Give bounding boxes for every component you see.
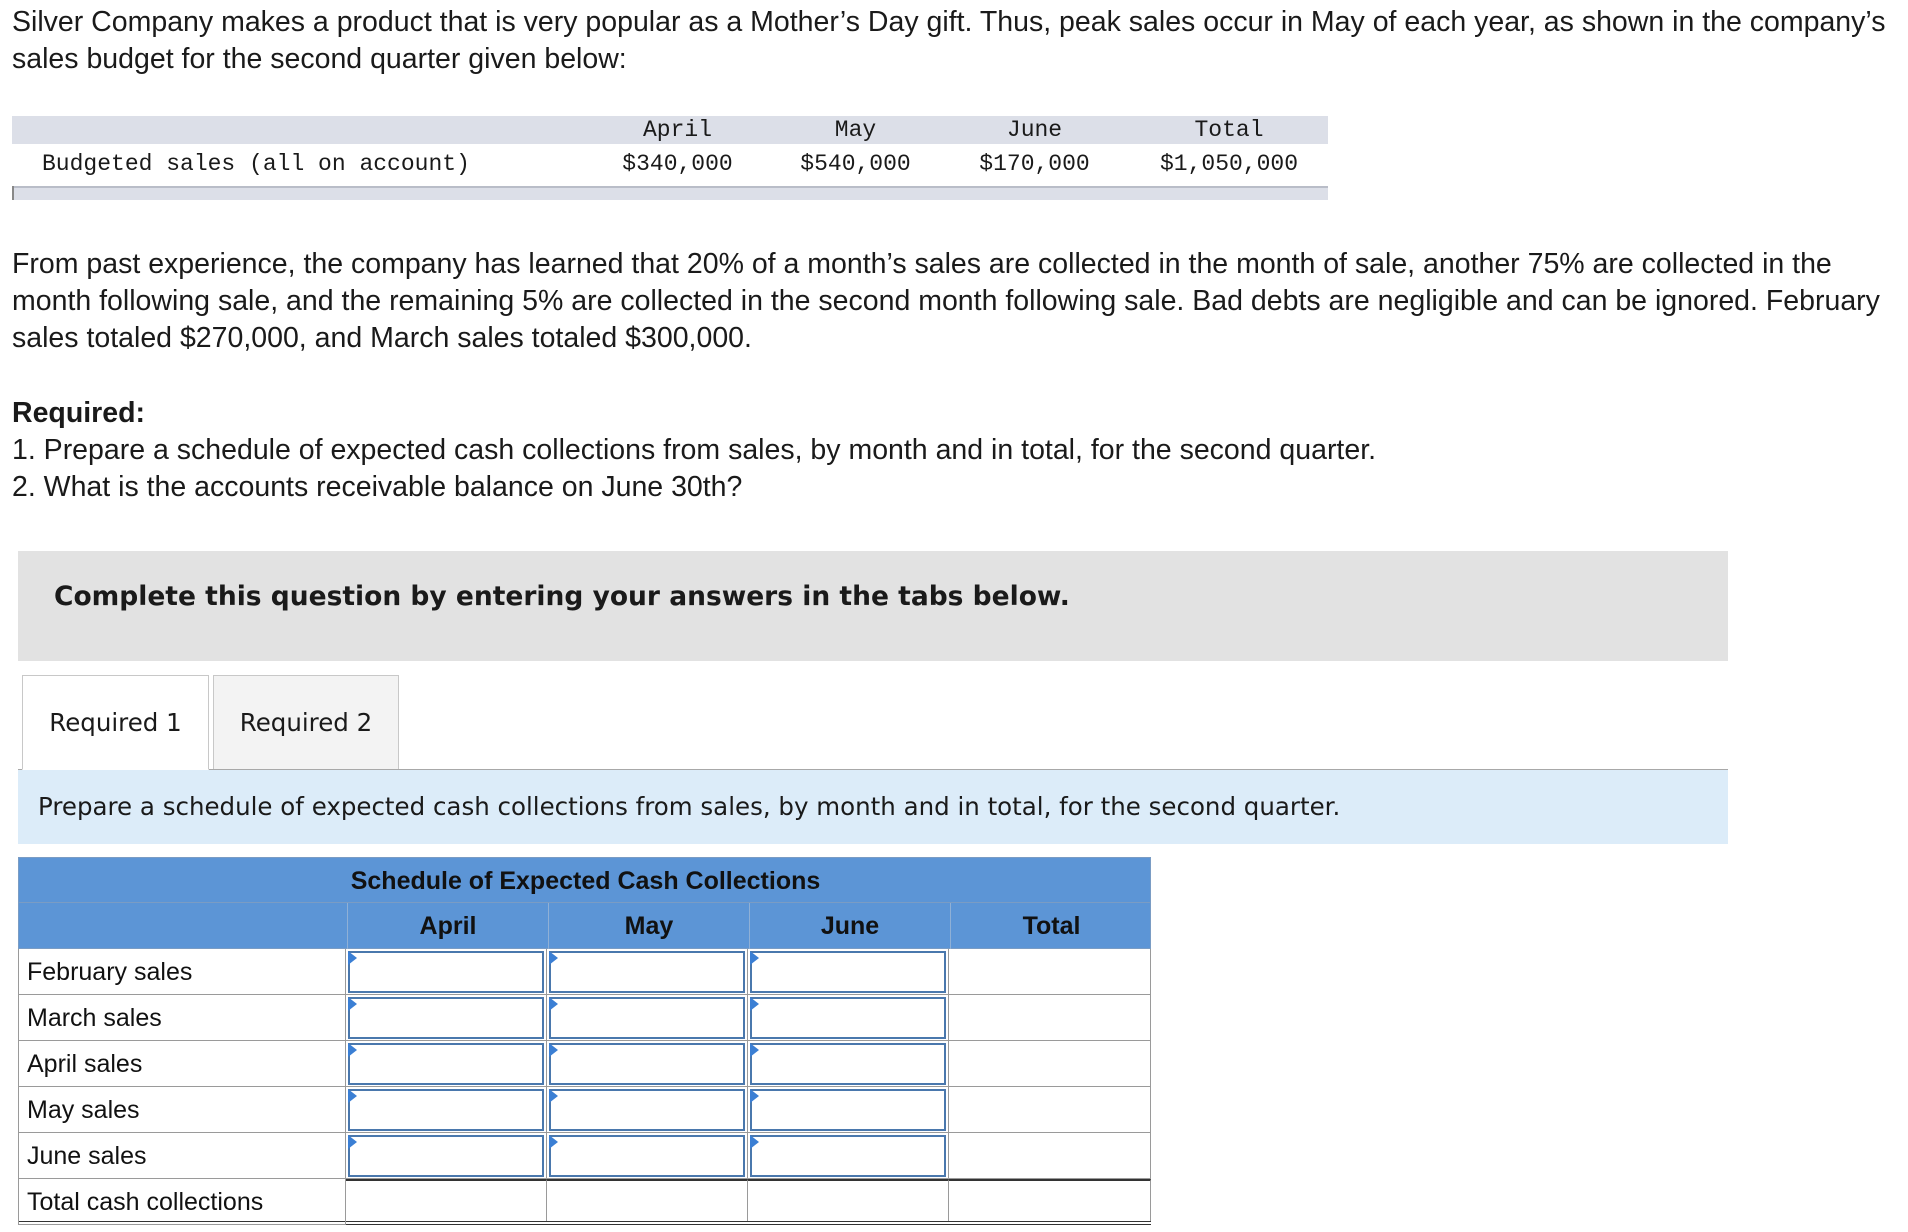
schedule-header-april: April (347, 903, 548, 949)
schedule-header-row (18, 903, 1151, 949)
tab-required-2[interactable]: Required 2 (213, 675, 399, 770)
input-april-june[interactable] (750, 1043, 946, 1085)
budget-row-label: Budgeted sales (all on account) (42, 151, 470, 177)
schedule-row-june (18, 1133, 1151, 1179)
total-total (949, 1179, 1151, 1221)
input-march-june[interactable] (750, 997, 946, 1039)
intro-paragraph: Silver Company makes a product that is very popular as a Mother’s Day gift. Thus, peak sales occur in May of each year, as shown in the company’s sales budget for the second quarter given below: (12, 6, 1886, 75)
tab-instruction-box (18, 770, 1728, 844)
input-february-may[interactable] (549, 951, 745, 993)
budget-header-total: Total (1194, 117, 1264, 143)
schedule-row-total (18, 1179, 1151, 1225)
schedule-row-may (18, 1087, 1151, 1133)
cell-june-total (949, 1133, 1151, 1179)
budget-value-april: $340,000 (622, 151, 733, 177)
total-april (346, 1179, 547, 1221)
budget-value-june: $170,000 (979, 151, 1090, 177)
row-label-april: April sales (18, 1041, 346, 1087)
schedule-title: Schedule of Expected Cash Collections (350, 867, 821, 895)
schedule-row-april (18, 1041, 1151, 1087)
sales-budget-table (12, 116, 1328, 200)
schedule-row-february (18, 949, 1151, 995)
input-february-april[interactable] (348, 951, 544, 993)
required-item-2: 2. What is the accounts receivable balance on June 30th? (12, 471, 743, 503)
experience-paragraph: From past experience, the company has learned that 20% of a month’s sales are collected in the month of sale, another 75% are collected in the month following sale, and the remaining 5% are collected in the second month following sale. Bad debts are negligible and can be ignored. February sales totaled $270,000, and March sales totaled $300,000. (12, 248, 1880, 354)
input-june-june[interactable] (750, 1135, 946, 1177)
budget-header-april: April (642, 117, 712, 143)
cell-february-total (949, 949, 1151, 995)
tab-instruction-text: Prepare a schedule of expected cash collections from sales, by month and in total, for the second quarter. (38, 792, 1341, 821)
budget-value-may: $540,000 (800, 151, 911, 177)
cell-april-total (949, 1041, 1151, 1087)
instruction-banner (18, 551, 1728, 661)
required-heading: Required: (12, 397, 146, 429)
input-february-june[interactable] (750, 951, 946, 993)
input-june-april[interactable] (348, 1135, 544, 1177)
budget-value-total: $1,050,000 (1159, 151, 1299, 177)
input-june-may[interactable] (549, 1135, 745, 1177)
input-march-april[interactable] (348, 997, 544, 1039)
input-april-april[interactable] (348, 1043, 544, 1085)
budget-footer-tick (12, 186, 14, 200)
cash-collections-schedule (18, 857, 1151, 1227)
total-may (547, 1179, 748, 1221)
total-june (748, 1179, 949, 1221)
row-label-may: May sales (18, 1087, 346, 1133)
input-may-april[interactable] (348, 1089, 544, 1131)
tab-required-1[interactable]: Required 1 (22, 675, 209, 770)
input-april-may[interactable] (549, 1043, 745, 1085)
input-may-may[interactable] (549, 1089, 745, 1131)
budget-header-june: June (1006, 117, 1063, 143)
schedule-title-row (18, 857, 1151, 903)
input-march-may[interactable] (549, 997, 745, 1039)
row-label-march: March sales (18, 995, 346, 1041)
budget-header-may: May (834, 117, 877, 143)
budget-footer-bar (12, 186, 1328, 200)
row-label-february: February sales (18, 949, 346, 995)
cell-may-total (949, 1087, 1151, 1133)
required-item-1: 1. Prepare a schedule of expected cash collections from sales, by month and in total, for the second quarter. (12, 434, 1377, 466)
cell-march-total (949, 995, 1151, 1041)
row-label-total: Total cash collections (18, 1179, 346, 1225)
schedule-header-may: May (548, 903, 749, 949)
input-may-june[interactable] (750, 1089, 946, 1131)
banner-text: Complete this question by entering your answers in the tabs below. (54, 581, 1070, 612)
schedule-row-march (18, 995, 1151, 1041)
schedule-header-june: June (749, 903, 950, 949)
schedule-header-total: Total (950, 903, 1152, 949)
row-label-june: June sales (18, 1133, 346, 1179)
